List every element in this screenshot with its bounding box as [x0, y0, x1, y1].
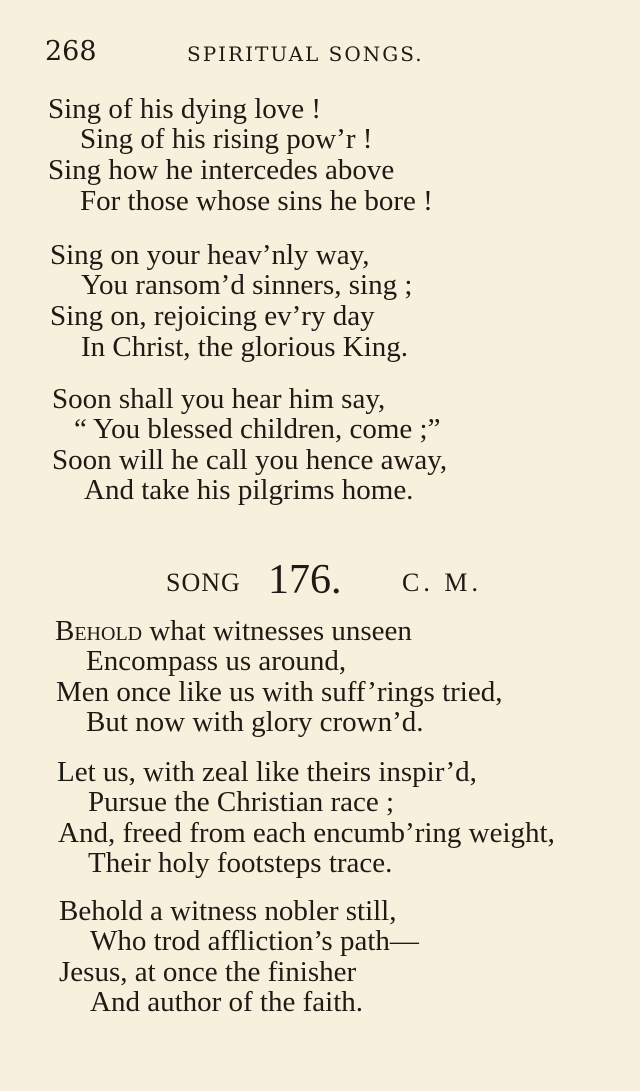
verse-line-rest: what witnesses unseen: [142, 615, 412, 647]
drop-word: Behold: [55, 615, 143, 647]
verse-line: But now with glory crown’d.: [86, 706, 424, 738]
verse-line: Behold a witness nobler still,: [59, 895, 397, 927]
verse-line: Sing of his dying love !: [48, 93, 322, 125]
song-number: 176.: [268, 557, 342, 603]
verse-line: Sing on your heav’nly way,: [50, 239, 370, 271]
verse-line: Let us, with zeal like theirs inspir’d,: [57, 756, 477, 788]
verse-line: For those whose sins he bore !: [80, 185, 433, 217]
verse-line: Jesus, at once the finisher: [59, 956, 357, 988]
song-label: SONG: [166, 568, 241, 597]
verse-line: Their holy footsteps trace.: [88, 847, 393, 879]
page-header: [45, 36, 605, 76]
verse-line: Sing on, rejoicing ev’ry day: [50, 300, 375, 332]
verse-line: In Christ, the glorious King.: [81, 331, 409, 363]
verse-line: Sing of his rising pow’r !: [80, 123, 373, 155]
song-heading: [0, 556, 640, 603]
verse-line: “ You blessed children, come ;”: [74, 413, 441, 445]
verse-line: Who trod affliction’s path—: [90, 925, 419, 957]
verse-line: And take his pilgrims home.: [84, 474, 414, 506]
verse-line: You ransom’d sinners, sing ;: [81, 269, 413, 301]
running-head: SPIRITUAL SONGS.: [187, 42, 424, 66]
verse-line: Sing how he intercedes above: [48, 154, 395, 186]
song-meter: C. M.: [402, 568, 482, 597]
verse-line-first: [55, 616, 412, 646]
verse-line: Pursue the Christian race ;: [88, 786, 395, 818]
verse-line: And author of the faith.: [90, 986, 364, 1018]
verse-line: And, freed from each encumb’ring weight,: [58, 817, 555, 849]
page-number: 268: [45, 36, 97, 67]
verse-line: Soon shall you hear him say,: [52, 383, 386, 415]
verse-line: Men once like us with suff’rings tried,: [56, 676, 503, 708]
verse-line: Soon will he call you hence away,: [52, 444, 448, 476]
verse-line: Encompass us around,: [86, 645, 347, 677]
